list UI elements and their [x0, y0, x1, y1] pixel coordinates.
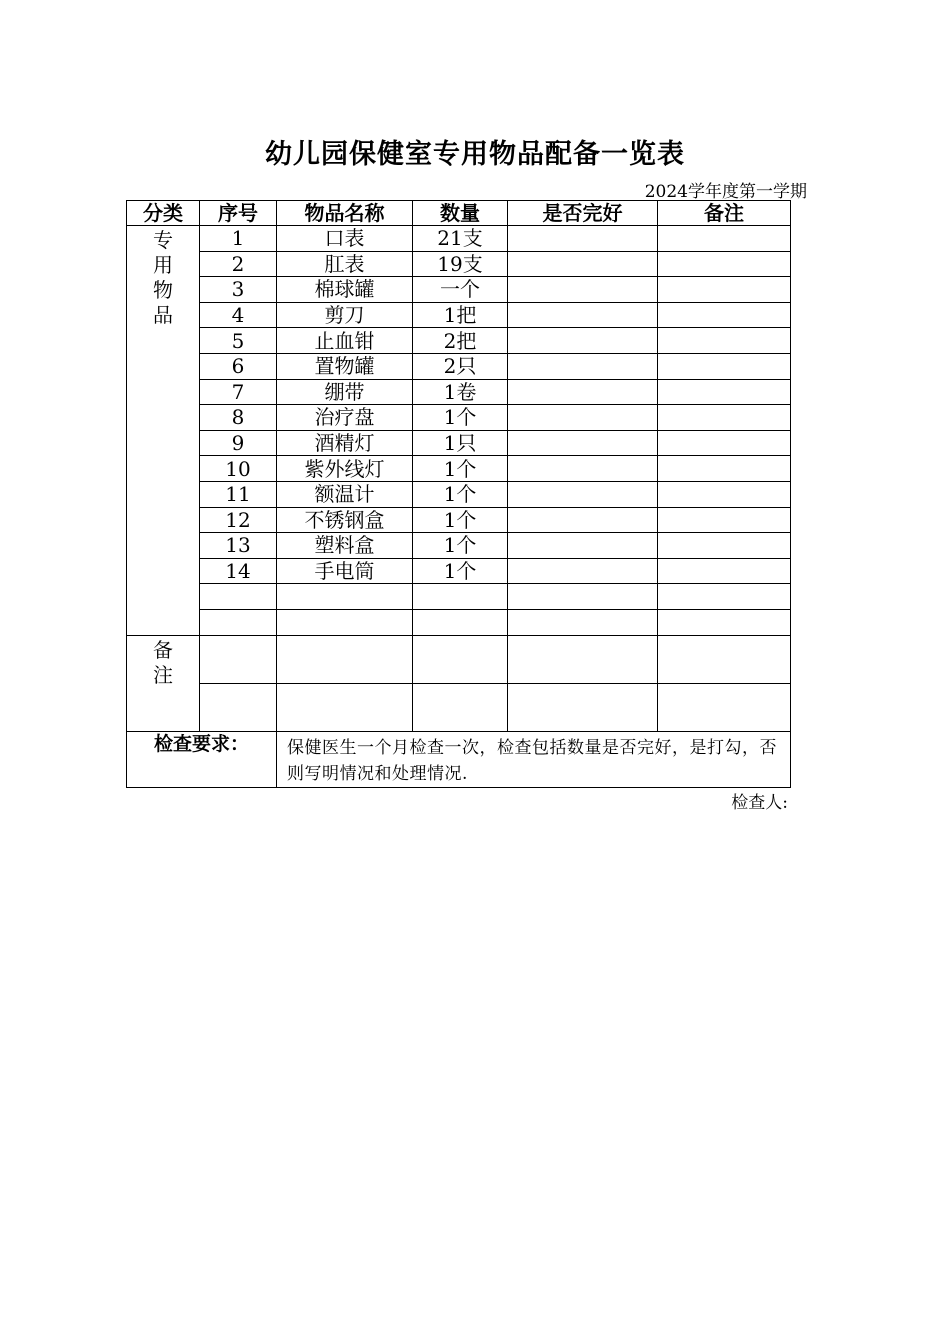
empty-cell[interactable]: [413, 609, 508, 635]
table-row: [127, 558, 791, 584]
table-row: [127, 226, 791, 252]
item-remarks[interactable]: [658, 277, 791, 303]
item-quantity: 2只: [413, 353, 508, 379]
item-quantity: 1只: [413, 430, 508, 456]
item-remarks[interactable]: [658, 456, 791, 482]
item-quantity: 2把: [413, 328, 508, 354]
item-condition[interactable]: [508, 302, 658, 328]
item-number: 5: [200, 328, 277, 354]
table-row: [127, 353, 791, 379]
empty-cell[interactable]: [413, 683, 508, 731]
item-condition[interactable]: [508, 430, 658, 456]
item-condition[interactable]: [508, 481, 658, 507]
table-row: [127, 302, 791, 328]
remarks-char: 备: [153, 637, 173, 662]
term-label: 2024学年度第一学期: [644, 182, 807, 202]
item-number: 4: [200, 302, 277, 328]
item-quantity: 1个: [413, 558, 508, 584]
table-row: [127, 507, 791, 533]
category-cell: [127, 226, 200, 636]
page-title: 幼儿园保健室专用物品配备一览表: [265, 139, 685, 170]
item-quantity: 21支: [413, 226, 508, 252]
header-remarks: 备注: [658, 201, 791, 226]
header-condition: 是否完好: [508, 201, 658, 226]
empty-cell[interactable]: [200, 683, 277, 731]
item-condition[interactable]: [508, 558, 658, 584]
item-quantity: 1把: [413, 302, 508, 328]
item-remarks[interactable]: [658, 302, 791, 328]
item-condition[interactable]: [508, 533, 658, 559]
table-row: [127, 456, 791, 482]
empty-cell[interactable]: [413, 584, 508, 610]
item-number: 7: [200, 379, 277, 405]
remarks-row: [127, 683, 791, 731]
item-number: 6: [200, 353, 277, 379]
empty-cell[interactable]: [200, 584, 277, 610]
item-condition[interactable]: [508, 277, 658, 303]
table-header-row: [127, 201, 791, 226]
item-condition[interactable]: [508, 353, 658, 379]
table-row: [127, 328, 791, 354]
empty-cell[interactable]: [277, 584, 413, 610]
supplies-table: [126, 200, 791, 788]
item-number: 1: [200, 226, 277, 252]
item-remarks[interactable]: [658, 430, 791, 456]
category-char: 物: [153, 278, 173, 302]
empty-row: [127, 609, 791, 635]
item-name: 手电筒: [277, 558, 413, 584]
item-name: 酒精灯: [277, 430, 413, 456]
item-condition[interactable]: [508, 379, 658, 405]
item-name: 棉球罐: [277, 277, 413, 303]
table-row: [127, 277, 791, 303]
item-name: 治疗盘: [277, 405, 413, 431]
item-name: 置物罐: [277, 353, 413, 379]
requirement-text: 保健医生一个月检查一次，检查包括数量是否完好，是打勾，否则写明情况和处理情况.: [277, 731, 791, 787]
item-quantity: 1个: [413, 456, 508, 482]
item-number: 11: [200, 481, 277, 507]
inspector-label: 检查人:: [731, 793, 788, 813]
item-name: 绷带: [277, 379, 413, 405]
item-number: 13: [200, 533, 277, 559]
item-name: 不锈钢盒: [277, 507, 413, 533]
item-remarks[interactable]: [658, 251, 791, 277]
empty-cell[interactable]: [508, 609, 658, 635]
item-quantity: 1个: [413, 533, 508, 559]
empty-cell[interactable]: [508, 584, 658, 610]
empty-cell[interactable]: [658, 635, 791, 683]
empty-cell[interactable]: [658, 609, 791, 635]
empty-cell[interactable]: [200, 635, 277, 683]
item-name: 紫外线灯: [277, 456, 413, 482]
item-name: 肛表: [277, 251, 413, 277]
requirement-label: 检查要求：: [127, 731, 277, 787]
item-quantity: 1个: [413, 507, 508, 533]
item-number: 8: [200, 405, 277, 431]
empty-cell[interactable]: [200, 609, 277, 635]
item-number: 2: [200, 251, 277, 277]
table-row: [127, 430, 791, 456]
item-remarks[interactable]: [658, 226, 791, 252]
item-remarks[interactable]: [658, 379, 791, 405]
item-condition[interactable]: [508, 226, 658, 252]
table-row: [127, 533, 791, 559]
item-number: 9: [200, 430, 277, 456]
item-number: 10: [200, 456, 277, 482]
empty-cell[interactable]: [508, 683, 658, 731]
item-condition[interactable]: [508, 328, 658, 354]
table-row: [127, 405, 791, 431]
item-remarks[interactable]: [658, 481, 791, 507]
header-quantity: 数量: [413, 201, 508, 226]
item-name: 止血钳: [277, 328, 413, 354]
item-quantity: 一个: [413, 277, 508, 303]
item-number: 14: [200, 558, 277, 584]
item-name: 塑料盒: [277, 533, 413, 559]
item-remarks[interactable]: [658, 558, 791, 584]
empty-cell[interactable]: [277, 609, 413, 635]
category-char: 品: [153, 303, 173, 327]
item-quantity: 1个: [413, 405, 508, 431]
empty-cell[interactable]: [413, 635, 508, 683]
item-remarks[interactable]: [658, 328, 791, 354]
table-row: [127, 379, 791, 405]
category-char: 专: [153, 228, 173, 252]
empty-cell[interactable]: [277, 635, 413, 683]
item-condition[interactable]: [508, 507, 658, 533]
item-name: 额温计: [277, 481, 413, 507]
item-quantity: 1卷: [413, 379, 508, 405]
empty-cell[interactable]: [508, 635, 658, 683]
item-number: 3: [200, 277, 277, 303]
remarks-char: 注: [153, 662, 173, 687]
header-item-name: 物品名称: [277, 201, 413, 226]
item-remarks[interactable]: [658, 405, 791, 431]
item-number: 12: [200, 507, 277, 533]
table-row: [127, 251, 791, 277]
empty-cell[interactable]: [658, 683, 791, 731]
empty-row: [127, 584, 791, 610]
empty-cell[interactable]: [277, 683, 413, 731]
empty-cell[interactable]: [658, 584, 791, 610]
item-remarks[interactable]: [658, 353, 791, 379]
header-number: 序号: [200, 201, 277, 226]
item-quantity: 19支: [413, 251, 508, 277]
category-char: 用: [153, 253, 173, 277]
item-remarks[interactable]: [658, 533, 791, 559]
item-condition[interactable]: [508, 251, 658, 277]
header-category: 分类: [127, 201, 200, 226]
item-condition[interactable]: [508, 405, 658, 431]
item-remarks[interactable]: [658, 507, 791, 533]
item-name: 口表: [277, 226, 413, 252]
item-quantity: 1个: [413, 481, 508, 507]
item-condition[interactable]: [508, 456, 658, 482]
item-name: 剪刀: [277, 302, 413, 328]
requirement-row: [127, 731, 791, 787]
remarks-label-cell: [127, 635, 200, 731]
table-row: [127, 481, 791, 507]
remarks-row: [127, 635, 791, 683]
